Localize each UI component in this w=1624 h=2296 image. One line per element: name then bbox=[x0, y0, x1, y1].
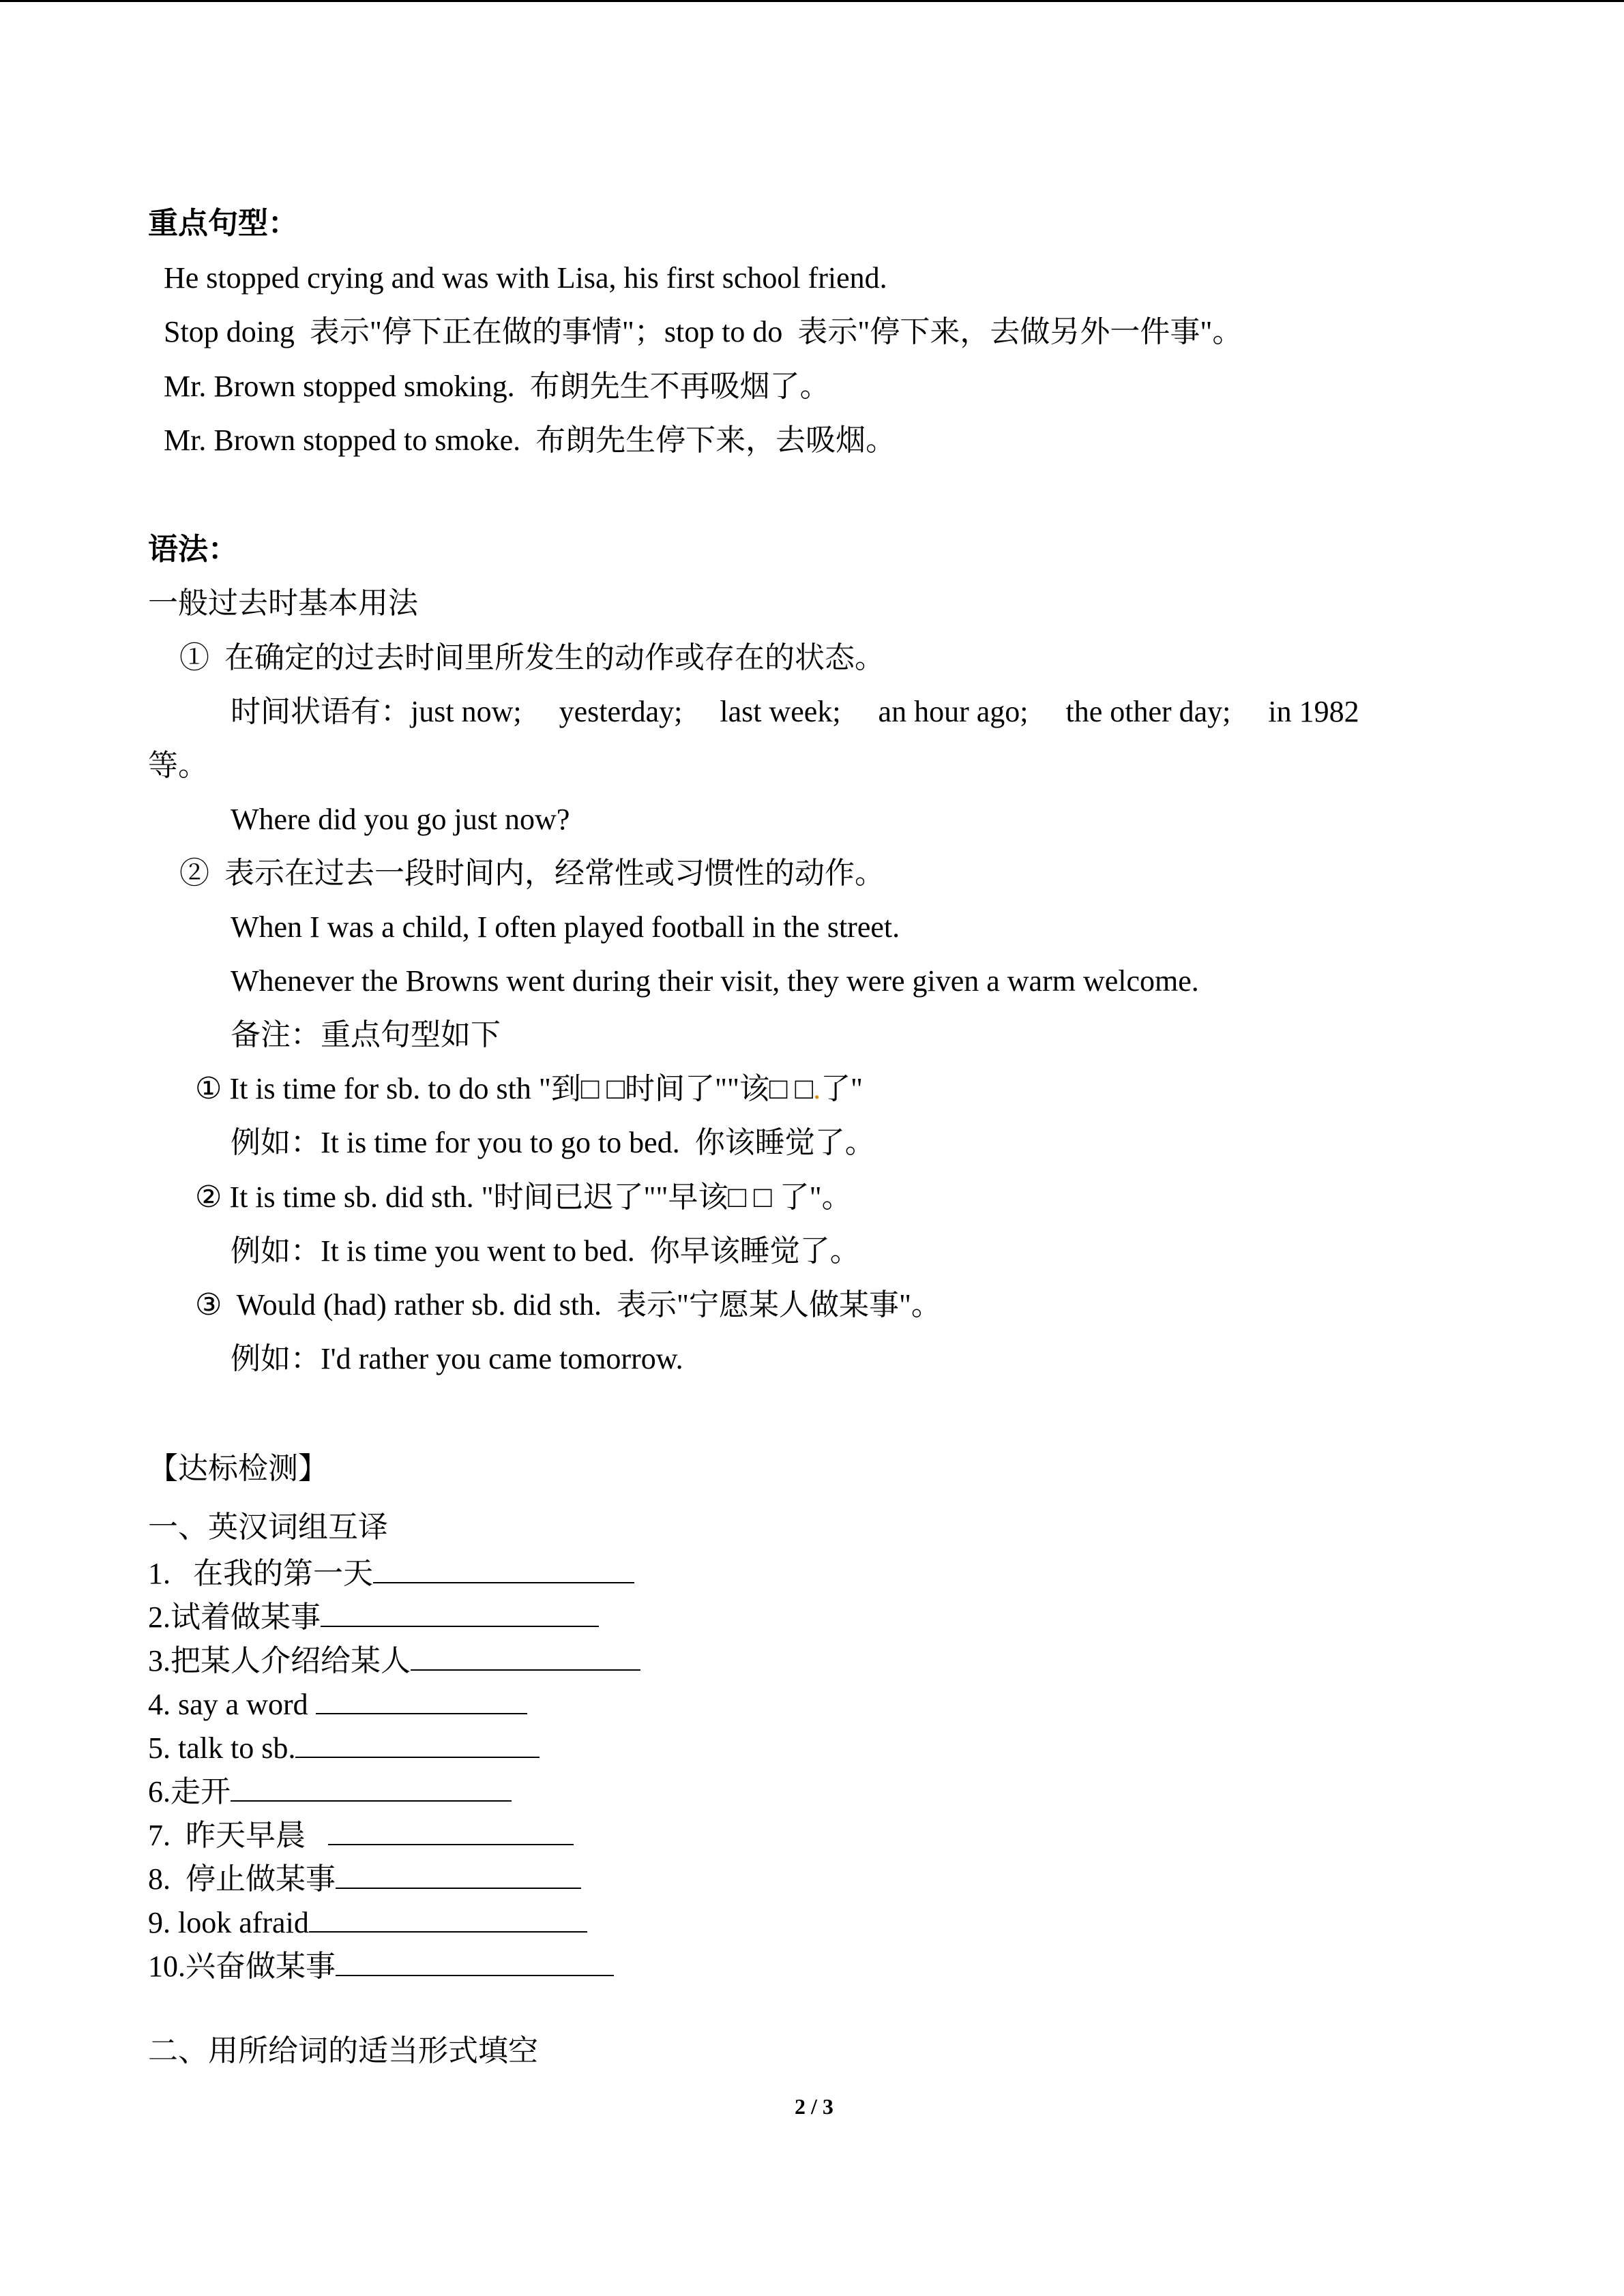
exercise-item bbox=[148, 1905, 587, 1938]
key-sentence-line: Mr. Brown stopped smoking. 布朗先生不再吸烟了。 bbox=[164, 370, 830, 403]
answer-blank[interactable] bbox=[309, 1905, 587, 1933]
exercise-item bbox=[148, 1556, 634, 1589]
key-sentence-line: He stopped crying and was with Lisa, his first school friend. bbox=[164, 261, 887, 295]
answer-blank[interactable] bbox=[328, 1818, 574, 1845]
exercise-prompt: 10.兴奋做某事 bbox=[148, 1950, 336, 1983]
time-adverbials: 时间状语有：just now; yesterday; last week; an hour ago; the other day; in 1982 bbox=[231, 695, 1359, 728]
pattern-1 bbox=[195, 1074, 863, 1104]
pattern-2: ② It is time sb. did sth. "时间已迟了""早该□ □ 了"。 bbox=[195, 1180, 852, 1214]
answer-blank[interactable] bbox=[336, 1862, 581, 1889]
grammar-note: 备注：重点句型如下 bbox=[231, 1018, 501, 1052]
pattern-3-example: 例如：I'd rather you came tomorrow. bbox=[231, 1342, 683, 1375]
exercise-item bbox=[148, 1687, 527, 1720]
answer-blank[interactable] bbox=[231, 1774, 512, 1802]
page-number: 2 / 3 bbox=[795, 2094, 833, 2119]
key-sentences-heading: 重点句型： bbox=[148, 207, 298, 240]
grammar-item-2: ② 表示在过去一段时间内，经常性或习惯性的动作。 bbox=[179, 856, 885, 890]
grammar-heading: 语法： bbox=[148, 533, 238, 566]
pattern-1-text: ① It is time for sb. to do sth "到□ □时间了""该□ □ bbox=[195, 1072, 814, 1105]
exercise-prompt: 7. 昨天早晨 bbox=[148, 1819, 328, 1852]
key-sentence-line: Stop doing 表示"停下正在做的事情"；stop to do 表示"停下来，去做另外一件事"。 bbox=[164, 315, 1243, 348]
exercise-item bbox=[148, 1949, 614, 1982]
page-top-rule bbox=[0, 0, 1624, 2]
exercise-prompt: 1. 在我的第一天 bbox=[148, 1557, 373, 1590]
answer-blank[interactable] bbox=[295, 1731, 540, 1758]
exercise-prompt: 5. talk to sb. bbox=[148, 1731, 296, 1765]
exercise-prompt: 2.试着做某事 bbox=[148, 1600, 321, 1634]
key-sentence-line: Mr. Brown stopped to smoke. 布朗先生停下来，去吸烟。 bbox=[164, 423, 896, 457]
pattern-1-end: 了" bbox=[821, 1072, 863, 1105]
exercise-prompt: 8. 停止做某事 bbox=[148, 1862, 336, 1896]
pattern-3: ③ Would (had) rather sb. did sth. 表示"宁愿某人做某事"。 bbox=[195, 1288, 941, 1322]
section-1-title: 一、英汉词组互译 bbox=[148, 1510, 388, 1544]
answer-blank[interactable] bbox=[411, 1643, 640, 1671]
grammar-subtitle: 一般过去时基本用法 bbox=[148, 586, 418, 620]
section-2-title: 二、用所给词的适当形式填空 bbox=[148, 2034, 538, 2068]
answer-blank[interactable] bbox=[316, 1687, 527, 1714]
example-sentence: When I was a child, I often played football in the street. bbox=[231, 910, 900, 944]
exercise-prompt: 9. look afraid bbox=[148, 1906, 309, 1939]
exercise-item bbox=[148, 1818, 574, 1851]
answer-blank[interactable] bbox=[336, 1949, 614, 1976]
example-sentence: Where did you go just now? bbox=[231, 803, 570, 836]
pattern-1-example: 例如：It is time for you to go to bed. 你该睡觉了。 bbox=[231, 1126, 875, 1159]
exercise-item bbox=[148, 1862, 581, 1894]
assessment-heading: 【达标检测】 bbox=[148, 1452, 328, 1485]
pattern-1-dot: . bbox=[813, 1072, 821, 1105]
exercise-prompt: 6.走开 bbox=[148, 1775, 231, 1808]
pattern-2-example: 例如：It is time you went to bed. 你早该睡觉了。 bbox=[231, 1234, 860, 1268]
time-adverbials-cont: 等。 bbox=[148, 749, 208, 782]
exercise-item bbox=[148, 1731, 540, 1763]
exercise-prompt: 3.把某人介绍给某人 bbox=[148, 1644, 411, 1678]
answer-blank[interactable] bbox=[373, 1556, 634, 1583]
exercise-prompt: 4. say a word bbox=[148, 1688, 316, 1721]
grammar-item-1: ① 在确定的过去时间里所发生的动作或存在的状态。 bbox=[179, 641, 885, 674]
exercise-item bbox=[148, 1643, 640, 1676]
exercise-item bbox=[148, 1774, 512, 1807]
exercise-item bbox=[148, 1600, 599, 1632]
example-sentence: Whenever the Browns went during their visit, they were given a warm welcome. bbox=[231, 964, 1199, 998]
answer-blank[interactable] bbox=[321, 1600, 599, 1627]
